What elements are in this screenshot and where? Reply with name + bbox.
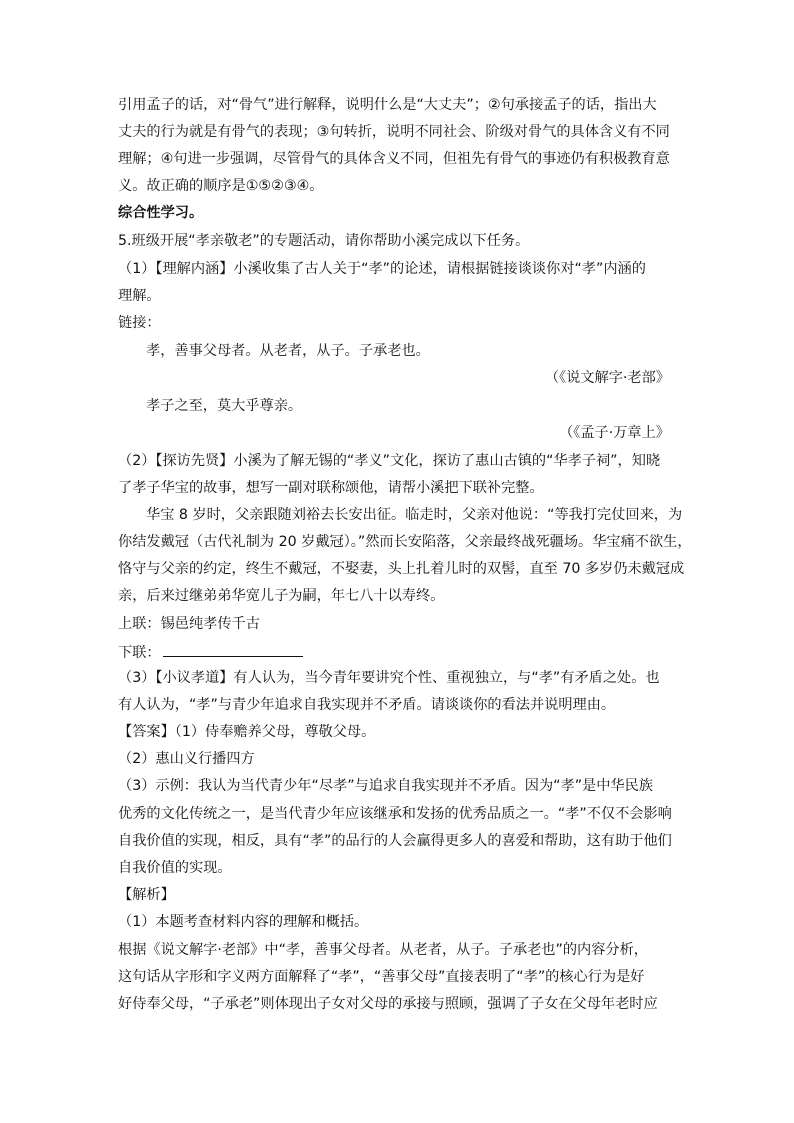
analysis-line: 这句话从字形和字义两方面解释了“孝”，“善事父母”直接表明了“孝”的核心行为是好 bbox=[118, 969, 645, 985]
story-line: 恪守与父亲的约定，终生不戴冠，不娶妻，头上扎着儿时的双髻，直至 70 多岁仍未戴冠成 bbox=[118, 561, 685, 577]
answer-line: 自我价值的实现，相反，具有“孝”的品行的人会赢得更多人的喜爱和帮助，这有助于他们 bbox=[118, 833, 672, 849]
analysis-line: （1）本题考查材料内容的理解和概括。 bbox=[118, 914, 369, 930]
paragraph-line: 引用孟子的话，对“骨气”进行解释，说明什么是“大丈夫”；②句承接孟子的话，指出大 bbox=[118, 97, 657, 113]
paragraph-line: 理解。 bbox=[118, 288, 161, 304]
story-line: 华宝 8 岁时，父亲跟随刘裕去长安出征。临走时，父亲对他说：“等我打完仗回来，为 bbox=[146, 507, 683, 523]
couplet-lower-label: 下联： bbox=[118, 645, 161, 661]
answer-heading: 【答案】（1）侍奉赡养父母，尊敬父母。 bbox=[118, 724, 376, 740]
section-heading: 综合性学习。 bbox=[118, 205, 204, 221]
quote-source: （《说文解字·老部》 bbox=[544, 370, 670, 386]
subquestion-1: （1）【理解内涵】小溪收集了古人关于“孝”的论述，请根据链接谈谈你对“孝”内涵的 bbox=[118, 261, 646, 277]
answer-line: 自我价值的实现。 bbox=[118, 860, 232, 876]
paragraph-line: 有人认为，“孝”与青少年追求自我实现并不矛盾。请谈谈你的看法并说明理由。 bbox=[118, 697, 616, 713]
quote-line: 孝子之至，莫大乎尊亲。 bbox=[146, 398, 303, 414]
paragraph-line: 理解；④句进一步强调，尽管骨气的具体含义不同，但祖先有骨气的事迹仍有积极教育意 bbox=[118, 151, 670, 167]
question-stem: 5.班级开展“孝亲敬老”的专题活动，请你帮助小溪完成以下任务。 bbox=[118, 233, 530, 249]
link-label: 链接： bbox=[118, 315, 161, 331]
analysis-line: 好侍奉父母，“子承老”则体现出子女对父母的承接与照顾，强调了子女在父母年老时应 bbox=[118, 996, 658, 1012]
subquestion-2: （2）【探访先贤】小溪为了解无锡的“孝义”文化，探访了惠山古镇的“华孝子祠”，知晓 bbox=[118, 453, 661, 469]
answer-line: （3）示例：我认为当代青少年“尽孝”与追求自我实现并不矛盾。因为“孝”是中华民族 bbox=[118, 778, 653, 794]
story-line: 亲，后来过继弟弟华宽儿子为嗣，年七八十以寿终。 bbox=[118, 588, 445, 604]
answer-line: 优秀的文化传统之一，是当代青少年应该继承和发扬的优秀品质之一。“孝”不仅不会影响 bbox=[118, 806, 672, 822]
quote-line: 孝，善事父母者。从老者，从子。子承老也。 bbox=[146, 343, 430, 359]
analysis-line: 根据《说文解字·老部》中“孝，善事父母者。从老者，从子。子承老也”的内容分析， bbox=[118, 942, 648, 958]
answer-line: （2）惠山义行播四方 bbox=[118, 751, 255, 767]
paragraph-line: 了孝子华宝的故事，想写一副对联称颂他，请帮小溪把下联补完整。 bbox=[118, 480, 544, 496]
paragraph-line: 义。故正确的顺序是①⑤②③④。 bbox=[118, 178, 324, 194]
quote-source: （《孟子·万章上》 bbox=[559, 425, 670, 441]
paragraph-line: 丈夫的行为就是有骨气的表现；③句转折，说明不同社会、阶级对骨气的具体含义有不同 bbox=[118, 124, 670, 140]
subquestion-3: （3）【小议孝道】有人认为，当今青年要讲究个性、重视独立，与“孝”有矛盾之处。也 bbox=[118, 670, 660, 686]
couplet-upper: 上联：锡邑纯孝传千古 bbox=[118, 616, 260, 632]
story-line: 你结发戴冠（古代礼制为 20 岁戴冠）。”然而长安陷落，父亲最终战死疆场。华宝痛不欲生， bbox=[118, 534, 692, 550]
couplet-lower bbox=[118, 641, 303, 663]
analysis-heading: 【解析】 bbox=[118, 887, 175, 903]
answer-blank bbox=[163, 641, 303, 657]
